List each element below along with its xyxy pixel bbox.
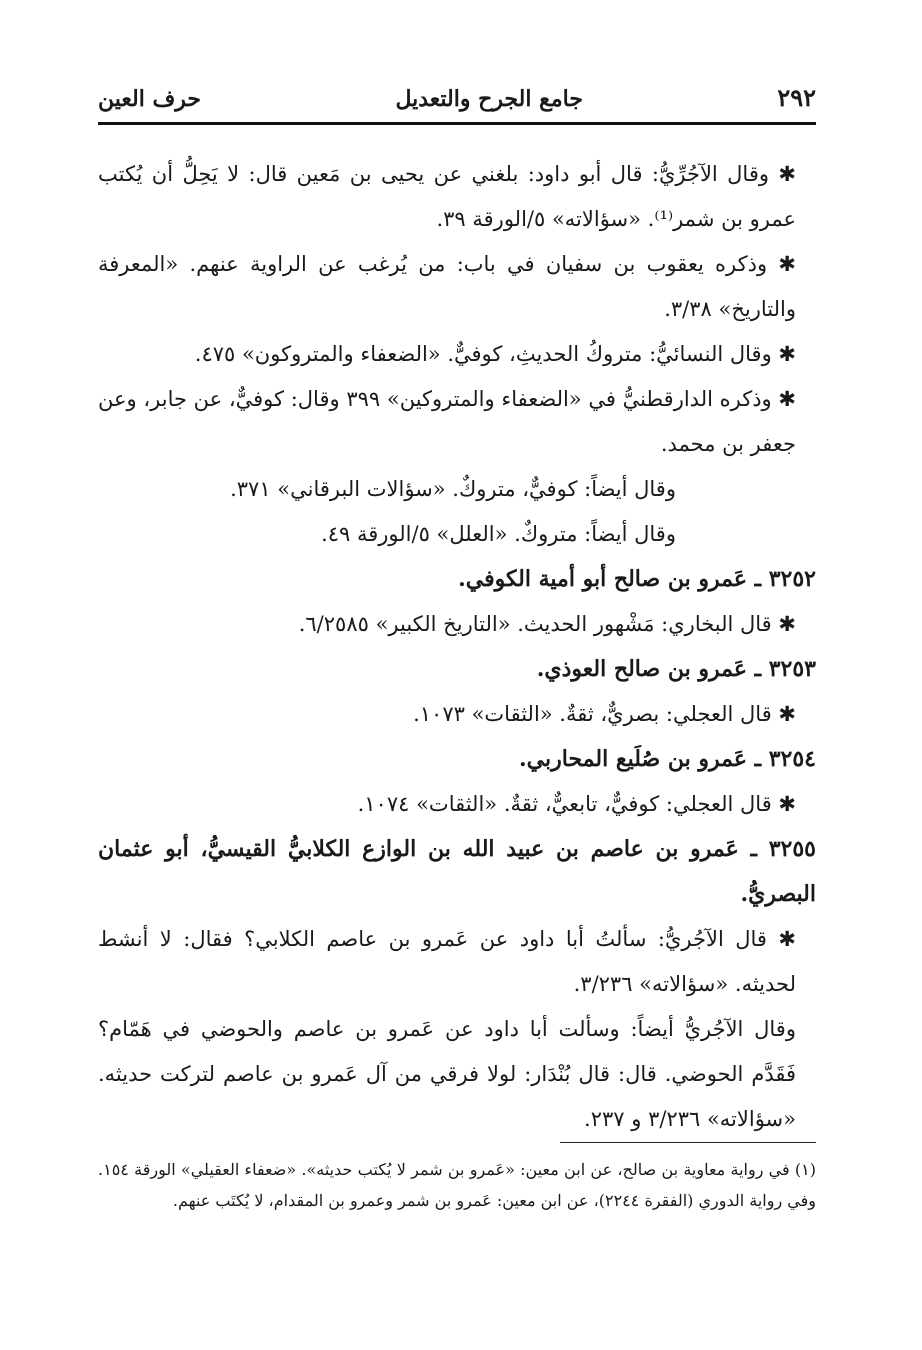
paragraph: ✱ قال العجلي: كوفيٌّ، تابعيٌّ، ثقةٌ. «الثقات» ١٠٧٤. (357, 792, 796, 816)
footnote-divider (560, 1142, 816, 1143)
page-body (98, 152, 816, 1142)
paragraph: وقال أيضاً: كوفيٌّ، متروكٌ. «سؤالات البرقاني» ٣٧١. (230, 477, 676, 501)
book-title: جامع الجرح والتعديل (395, 86, 583, 112)
entry-heading: ٣٢٥٢ ـ عَمرو بن صالح أبو أمية الكوفي. (458, 566, 816, 592)
paragraph: ✱ قال العجلي: بصريٌّ، ثقةٌ. «الثقات» ١٠٧٣. (413, 702, 796, 726)
paragraph: ✱ وذكره الدارقطنيُّ في «الضعفاء والمتروكين» ٣٩٩ وقال: كوفيٌّ، عن جابر، وعن جعفر بن محمد. (98, 387, 796, 456)
paragraph: ✱ وقال النسائيُّ: متروكُ الحديثِ، كوفيٌّ. «الضعفاء والمتروكون» ٤٧٥. (194, 342, 796, 366)
entry-heading: ٣٢٥٤ ـ عَمرو بن صُلَيع المحاربي. (519, 746, 816, 772)
page-header (98, 76, 816, 112)
paragraph: ✱ وذكره يعقوب بن سفيان في باب: من يُرغب عن الراوية عنهم. «المعرفة والتاريخ» ٣/٣٨. (98, 252, 796, 321)
section-title: حرف العين (98, 86, 202, 112)
header-divider (98, 122, 816, 125)
paragraph: وقال الآجُريُّ أيضاً: وسألت أبا داود عن عَمرو بن عاصم والحوضي في هَمّام؟ فَقَدَّم الحوضي. قال: قال بُنْدَار: لولا فرقي من آل عَمرو بن عاصم لتركت حديثه. «سؤالاته» ٣/٢٣٦ و ٢٣٧. (98, 1017, 796, 1131)
paragraph: ✱ قال الآجُريُّ: سألتُ أبا داود عن عَمرو بن عاصم الكلابي؟ فقال: لا أنشط لحديثه. «سؤالاته» ٣/٢٣٦. (98, 927, 796, 996)
entry-heading: ٣٢٥٣ ـ عَمرو بن صالح العوذي. (536, 656, 816, 682)
footnote: (١) في رواية معاوية بن صالح، عن ابن معين: «عَمرو بن شمر لا يُكتب حديثه». «ضعفاء العقيلي» الورقة ١٥٤. وفي رواية الدوري (الفقرة ٢٢٤٤)، عن ابن معين: عَمرو بن شمر وعمرو بن المقدام، لا يُكتَب عنهم. (98, 1160, 816, 1210)
paragraph: ✱ قال البخاري: مَشْهور الحديث. «التاريخ الكبير» ٦/٢٥٨٥. (298, 612, 796, 636)
page-number: ٢٩٢ (777, 83, 816, 112)
paragraph: وقال أيضاً: متروكٌ. «العلل» ٥/الورقة ٤٩. (321, 522, 676, 546)
paragraph: ✱ وقال الآجُرِّيُّ: قال أبو داود: بلغني عن يحيى بن مَعين قال: لا يَحِلُّ أن يُكتب عمرو بن شمر⁽¹⁾. «سؤالاته» ٥/الورقة ٣٩. (98, 162, 796, 231)
entry-heading: ٣٢٥٥ ـ عَمرو بن عاصم بن عبيد الله بن الوازع الكلابيُّ القيسيُّ، أبو عثمان البصريُّ. (98, 836, 816, 907)
